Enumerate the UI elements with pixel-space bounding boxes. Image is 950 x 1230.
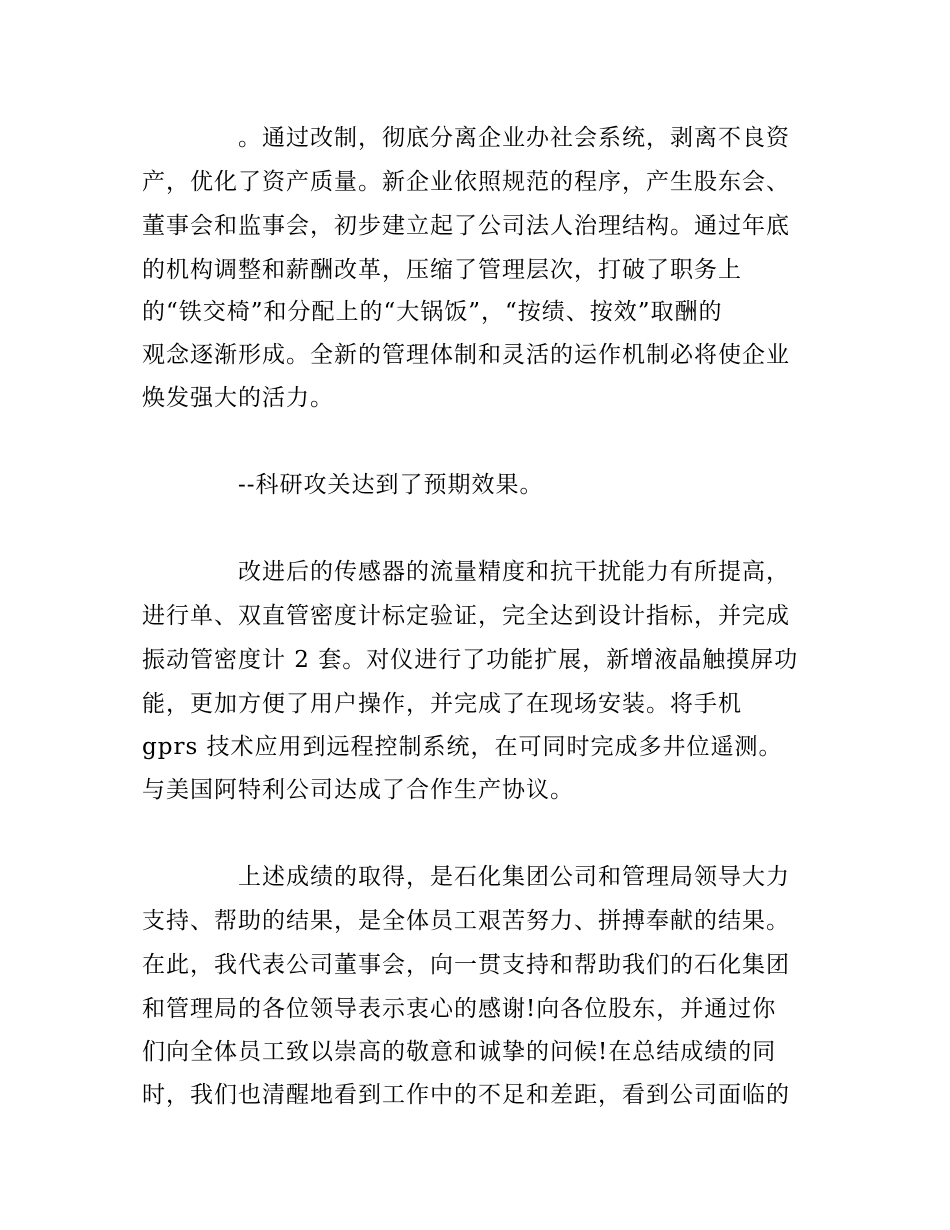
paragraph-line: 在此，我代表公司董事会，向一贯支持和帮助我们的石化集团 <box>142 952 790 978</box>
paragraph-line: 们向全体员工致以崇高的敬意和诚挚的问候!在总结成绩的同 <box>142 1039 777 1065</box>
paragraph-line: 振动管密度计 2 套。对仪进行了功能扩展，新增液晶触摸屏功 <box>142 647 799 673</box>
paragraph-line: 进行单、双直管密度计标定验证，完全达到设计指标，并完成 <box>142 603 790 629</box>
paragraph-line: 改进后的传感器的流量精度和抗干扰能力有所提高， <box>142 559 790 585</box>
paragraph-line: 焕发强大的活力。 <box>142 385 334 411</box>
section-heading: --科研攻关达到了预期效果。 <box>142 472 544 498</box>
paragraph-line: 时，我们也清醒地看到工作中的不足和差距，看到公司面临的 <box>142 1082 790 1108</box>
paragraph-line: 董事会和监事会，初步建立起了公司法人治理结构。通过年底 <box>142 213 790 239</box>
paragraph-line: 产，优化了资产质量。新企业依照规范的程序，产生股东会、 <box>142 169 790 195</box>
paragraph-line: 的机构调整和薪酬改革，压缩了管理层次，打破了职务上 <box>142 257 742 283</box>
paragraph-line: 观念逐渐形成。全新的管理体制和灵活的运作机制必将使企业 <box>142 342 790 368</box>
paragraph-line: 能，更加方便了用户操作，并完成了在现场安装。将手机 <box>142 691 742 717</box>
paragraph-line: 和管理局的各位领导表示衷心的感谢!向各位股东，并通过你 <box>142 996 777 1022</box>
paragraph-line: 与美国阿特利公司达成了合作生产协议。 <box>142 777 574 803</box>
paragraph-line: 的“铁交椅”和分配上的“大锅饭”，“按绩、按效”取酬的 <box>142 299 723 325</box>
paragraph-line: gprs 技术应用到远程控制系统，在可同时完成多井位遥测。 <box>142 734 783 760</box>
paragraph-line: 上述成绩的取得，是石化集团公司和管理局领导大力 <box>142 864 790 890</box>
paragraph-line: 。通过改制，彻底分离企业办社会系统，剥离不良资 <box>142 125 790 151</box>
paragraph-line: 支持、帮助的结果，是全体员工艰苦努力、拼搏奉献的结果。 <box>142 908 790 934</box>
